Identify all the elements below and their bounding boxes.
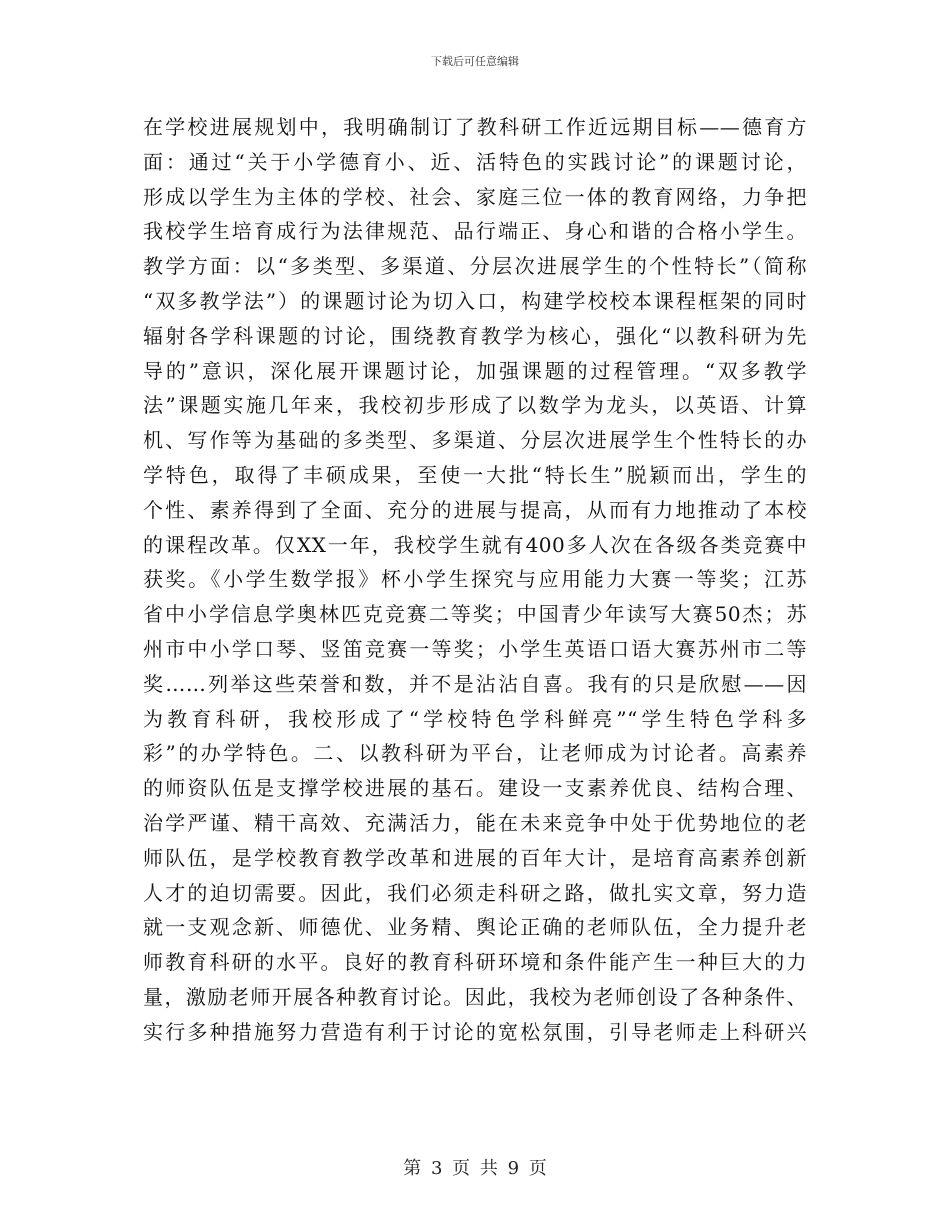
- body-line: 导的”意识，深化展开课题讨论，加强课题的过程管理。“双多教学: [143, 358, 807, 383]
- body-line: 机、写作等为基础的多类型、多渠道、分层次进展学生个性特长的办: [143, 428, 807, 453]
- body-line: 省中小学信息学奥林匹克竞赛二等奖；中国青少年读写大赛50杰；苏: [143, 602, 807, 627]
- page-number-footer: 第 3 页 共 9 页: [403, 1158, 547, 1179]
- body-line: 州市中小学口琴、竖笛竞赛一等奖；小学生英语口语大赛苏州市二等: [143, 636, 807, 661]
- page-header-note: 下载后可任意编辑: [431, 55, 519, 68]
- body-line: 人才的迫切需要。因此，我们必须走科研之路，做扎实文章，努力造: [143, 880, 807, 905]
- body-line: 面：通过“关于小学德育小、近、活特色的实践讨论”的课题讨论，: [143, 149, 807, 174]
- body-line: 的师资队伍是支撑学校进展的基石。建设一支素养优良、结构合理、: [143, 776, 807, 801]
- body-line: 治学严谨、精干高效、充满活力，能在未来竞争中处于优势地位的老: [143, 810, 807, 835]
- body-line: 奖……列举这些荣誉和数，并不是沾沾自喜。我有的只是欣慰——因: [143, 671, 807, 696]
- body-line: 师教育科研的水平。良好的教育科研环境和条件能产生一种巨大的力: [143, 950, 807, 975]
- body-line: 实行多种措施努力营造有利于讨论的宽松氛围，引导老师走上科研兴: [143, 1019, 807, 1044]
- body-line: 的课程改革。仅XX一年，我校学生就有400多人次在各级各类竞赛中: [143, 532, 807, 557]
- body-line: 我校学生培育成行为法律规范、品行端正、身心和谐的合格小学生。: [143, 219, 807, 244]
- body-line: 学特色，取得了丰硕成果，至使一大批“特长生”脱颖而出，学生的: [143, 462, 807, 487]
- body-line: 彩”的办学特色。二、以教科研为平台，让老师成为讨论者。高素养: [143, 741, 807, 766]
- body-line: 法”课题实施几年来，我校初步形成了以数学为龙头，以英语、计算: [143, 393, 807, 418]
- body-line: 在学校进展规划中，我明确制订了教科研工作近远期目标——德育方: [143, 115, 807, 139]
- body-line: “双多教学法”）的课题讨论为切入口，构建学校校本课程框架的同时: [143, 288, 807, 313]
- document-body: [143, 110, 807, 1050]
- body-line: 就一支观念新、师德优、业务精、舆论正确的老师队伍，全力提升老: [143, 915, 807, 940]
- body-line: 教学方面：以“多类型、多渠道、分层次进展学生的个性特长”（简称: [143, 254, 807, 279]
- body-line: 个性、素养得到了全面、充分的进展与提高，从而有力地推动了本校: [143, 497, 807, 522]
- body-line: 量，激励老师开展各种教育讨论。因此，我校为老师创设了各种条件、: [143, 984, 807, 1009]
- body-line: 为教育科研，我校形成了“学校特色学科鲜亮”“学生特色学科多: [143, 706, 807, 731]
- body-line: 辐射各学科课题的讨论，围绕教育教学为核心，强化“以教科研为先: [143, 323, 807, 348]
- body-line: 形成以学生为主体的学校、社会、家庭三位一体的教育网络，力争把: [143, 184, 807, 209]
- body-line: 师队伍，是学校教育教学改革和进展的百年大计，是培育高素养创新: [143, 845, 807, 870]
- body-line: 获奖。《小学生数学报》杯小学生探究与应用能力大赛一等奖；江苏: [143, 567, 807, 592]
